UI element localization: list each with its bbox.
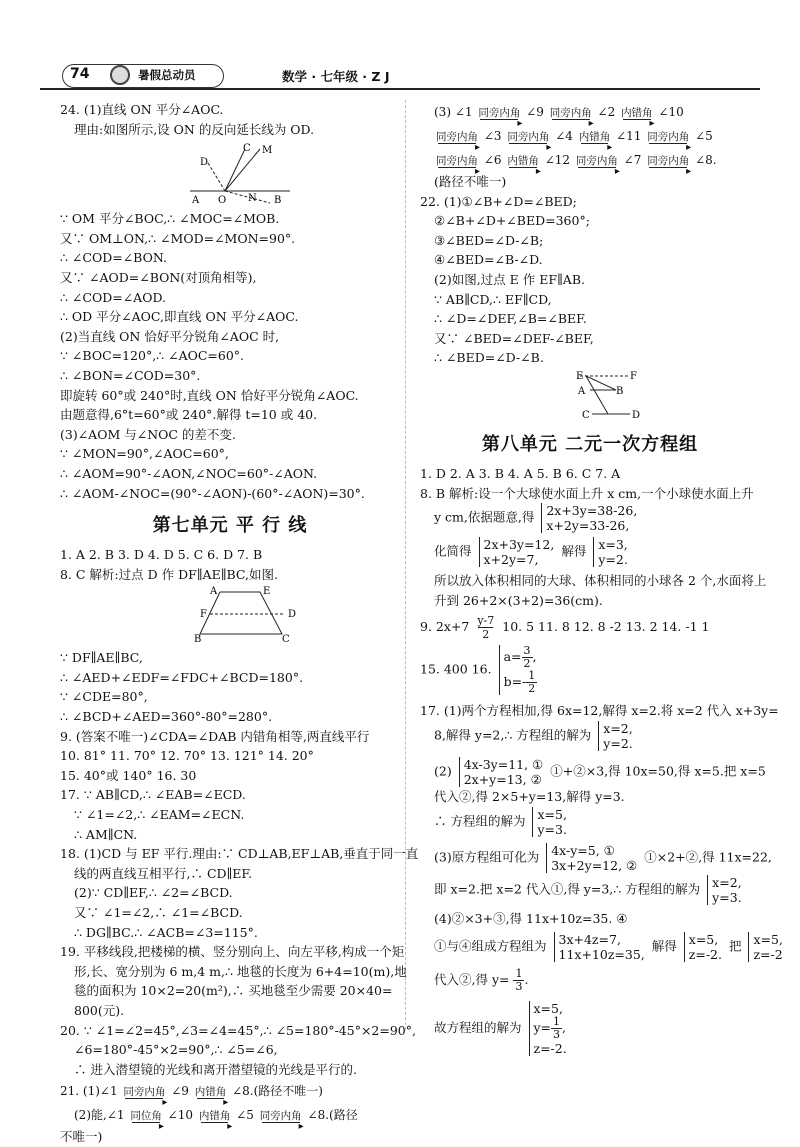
text-line: ②∠B+∠D+∠BED=360°; xyxy=(434,213,590,229)
equation: z=-2. xyxy=(533,1041,567,1057)
text-line: ∵ ∠1=∠2,∴ ∠EAM=∠ECN. xyxy=(74,807,245,823)
equation-system xyxy=(593,537,627,567)
text-line: 代入②,得 2×5+y=13,解得 y=3. xyxy=(434,788,625,804)
text-line: 24. (1)直线 ON 平分∠AOC. xyxy=(60,102,224,117)
column-divider xyxy=(405,100,406,1030)
unit-8-title: 第八单元 二元一次方程组 xyxy=(481,433,699,455)
fig-label: D xyxy=(288,609,297,621)
equation-line xyxy=(420,1001,760,1056)
equation-line xyxy=(420,537,760,567)
text-line: 800(元). xyxy=(74,1002,125,1018)
text-line: (3)∠AOM 与∠NOC 的差不变. xyxy=(60,426,236,442)
path-start: (3) ∠1 xyxy=(434,105,473,119)
equation: y=2. xyxy=(603,735,633,751)
path-arrow xyxy=(197,1110,233,1123)
text-line: (4)②×3+③,得 11x+10z=35. ④ xyxy=(434,910,628,926)
unit-7-title: 第七单元 平 行 线 xyxy=(152,515,308,537)
path-node: ∠9 xyxy=(526,105,544,119)
path-arrow xyxy=(548,107,594,120)
text-line: 线的两直线互相平行,∴ CD∥EF. xyxy=(74,865,253,881)
equation-line xyxy=(420,721,760,751)
text-line: ∴ ∠COD=∠AOD. xyxy=(60,289,167,305)
equation: 2x+3y=12, xyxy=(483,537,555,553)
equation: x+2y=33-26, xyxy=(546,518,630,534)
equation: z=-2 xyxy=(753,947,783,963)
arrow-label: 同旁内角 xyxy=(436,131,478,143)
equation-system xyxy=(554,932,645,962)
text-line: 18. (1)CD 与 EF 平行.理由:∵ CD⊥AB,EF⊥AB,垂直于同一直 xyxy=(60,846,419,862)
fig-label: A xyxy=(578,385,586,397)
equation: 4x-y=5, ① xyxy=(551,842,615,858)
fig-label: D xyxy=(632,409,641,421)
equation: 4x-3y=11, ① xyxy=(463,756,544,772)
text-line: ∴ OD 平分∠AOC,即直线 ON 平分∠AOC. xyxy=(60,309,299,325)
text-line: 即旋转 60°或 240°时,直线 ON 恰好平分锐角∠AOC. xyxy=(60,387,359,403)
fraction xyxy=(513,968,524,993)
text-span: 解得 xyxy=(651,938,677,954)
denominator: 2 xyxy=(528,682,536,696)
equation: y=2. xyxy=(598,552,628,568)
text-span: 代入②,得 y= xyxy=(434,972,510,988)
path-arrow xyxy=(128,1110,164,1123)
text-line: 形,长、宽分别为 6 m,4 m,∴ 地毯的长度为 6+4=10(m),地 xyxy=(74,963,407,979)
arrow-label: 同旁内角 xyxy=(575,155,618,167)
text-span: 故方程组的解为 xyxy=(434,1020,522,1036)
q21-path-3c xyxy=(420,148,760,172)
text-span: 解得 xyxy=(561,543,587,559)
text-line: 理由:如图所示,设 ON 的反向延长线为 OD. xyxy=(74,121,315,137)
text-span: y cm,依据题意,得 xyxy=(434,509,535,525)
text-line: 又∵ ∠BED=∠DEF-∠BEF, xyxy=(434,330,594,346)
arrow-label: 同旁内角 xyxy=(507,131,550,143)
text-line: ∠6=180°-45°×2=90°,∴ ∠5=∠6, xyxy=(74,1042,278,1058)
fig-label: N xyxy=(248,193,257,205)
fraction xyxy=(522,645,533,670)
header-rule xyxy=(40,88,760,90)
fig-label: A xyxy=(210,586,218,598)
equation-system: x=5, $y=\frac{1}{3}$, z=-2. xyxy=(529,1001,567,1056)
text-line: 22. (1)①∠B+∠D=∠BED; xyxy=(420,193,577,209)
text-line: 17. ∵ AB∥CD,∴ ∠EAB=∠ECD. xyxy=(60,787,246,803)
path-end: ∠8.(路径不唯一) xyxy=(232,1084,323,1099)
text-line: 又∵ OM⊥ON,∴ ∠MOD=∠MON=90°. xyxy=(60,230,296,246)
text-line: 8. B 解析:设一个大球使水面上升 x cm,一个小球使水面上升 xyxy=(420,485,754,501)
equation-system: $a=\frac{3}{2}$, $b=-\frac{1}{2}$ xyxy=(499,645,538,695)
text-line: 所以放入体积相同的大球、体积相同的小球各 2 个,水面将上 xyxy=(434,573,767,589)
equation: x=5, xyxy=(753,932,783,948)
path-end: ∠10 xyxy=(658,105,684,119)
q22-block xyxy=(420,192,760,422)
path-start: (2)能,∠1 xyxy=(74,1108,125,1123)
equation: x=2, xyxy=(712,874,742,890)
path-node: ∠11 xyxy=(616,129,642,143)
equation-system xyxy=(532,807,566,837)
q21-path-2 xyxy=(60,1103,400,1127)
arrow-label: 内错角 xyxy=(621,107,653,119)
arrow-label: 同旁内角 xyxy=(436,155,478,167)
path-arrow xyxy=(645,131,691,144)
path-arrow xyxy=(505,131,551,144)
arrow-label: 内错角 xyxy=(198,1110,231,1123)
path-arrow xyxy=(505,155,541,168)
path-node: ∠9 xyxy=(171,1084,189,1099)
text-line: ∴ DG∥BC.∴ ∠ACB=∠3=115°. xyxy=(74,924,258,940)
text-line: ∴ ∠AOM-∠NOC=(90°-∠AON)-(60°-∠AON)=30°. xyxy=(60,485,365,501)
book-brand: 暑假总动员 xyxy=(138,68,196,82)
text-line: ∴ ∠AED+∠EDF=∠FDC+∠BCD=180°. xyxy=(60,669,304,685)
path-arrow xyxy=(258,1110,304,1123)
equation-line xyxy=(420,807,760,837)
path-node: ∠4 xyxy=(555,129,573,143)
equation: y=3. xyxy=(712,889,742,905)
fig-label: B xyxy=(274,195,282,206)
figure-8 xyxy=(60,586,400,644)
denominator: 3 xyxy=(515,980,523,994)
text-line: 毯的面积为 10×2=20(m²),∴ 买地毯至少需要 20×40= xyxy=(74,983,393,999)
fig-label: E xyxy=(263,586,271,598)
text-line: ∴ AM∥CN. xyxy=(74,826,138,842)
equation: z=-2. xyxy=(688,947,722,963)
denominator: 3 xyxy=(553,1028,561,1042)
answer-line xyxy=(420,614,760,641)
path-end: ∠8. xyxy=(695,153,717,167)
text-span: 化简得 xyxy=(434,543,472,559)
arrow-label: 同旁内角 xyxy=(647,155,690,167)
path-end: ∠5 xyxy=(695,129,713,143)
text-line: 19. 平移线段,把楼梯的横、竖分别向上、向左平移,构成一个矩 xyxy=(60,944,405,960)
path-arrow xyxy=(193,1086,229,1099)
text-line: 15. 40°或 140° 16. 30 xyxy=(60,767,197,783)
fig-label: C xyxy=(282,634,290,645)
text-line: ∴ ∠AOM=90°-∠AON,∠NOC=60°-∠AON. xyxy=(60,465,318,481)
q24-block xyxy=(60,100,400,503)
text-line: 9. (答案不唯一)∠CDA=∠DAB 内错角相等,两直线平行 xyxy=(60,728,370,744)
text-line: ∵ ∠MON=90°,∠AOC=60°, xyxy=(60,446,229,462)
text-span: (3)原方程组可化为 xyxy=(434,849,540,864)
text-line: ∵ ∠CDE=80°, xyxy=(60,689,148,705)
path-arrow xyxy=(434,155,480,168)
fig-label: C xyxy=(582,409,590,421)
fig-label: B xyxy=(194,634,202,645)
text-line: (2)∵ CD∥EF,∴ ∠2=∠BCD. xyxy=(74,885,233,901)
equation: x+2y=7, xyxy=(483,552,539,568)
equation-line xyxy=(420,875,760,905)
figure-22 xyxy=(420,370,760,422)
equation-system xyxy=(546,843,637,873)
path-node: ∠10 xyxy=(167,1108,193,1123)
text-line: (2)如图,过点 E 作 EF∥AB. xyxy=(434,271,585,287)
arrow-label: 同位角 xyxy=(130,1110,162,1123)
path-arrow xyxy=(121,1086,167,1099)
q21-path-1 xyxy=(60,1079,400,1103)
fig-label: A xyxy=(192,195,200,206)
text-span: (2) xyxy=(434,763,452,779)
text-span: ①+②×3,得 10x=50,得 x=5.把 x=5 xyxy=(550,763,766,779)
numerator: 3 xyxy=(523,644,531,658)
path-arrow xyxy=(434,131,480,144)
equation-system xyxy=(479,537,555,567)
answer-line xyxy=(420,645,760,695)
equation: 3x+4z=7, xyxy=(558,932,621,948)
text-line: ∵ AB∥CD,∴ EF∥CD, xyxy=(434,291,552,307)
path-arrow xyxy=(645,155,691,168)
fig-label: O xyxy=(218,195,227,206)
text-line: 升到 26+2×(3+2)=36(cm). xyxy=(434,592,603,608)
text-line: ∵ OM 平分∠BOC,∴ ∠MOC=∠MOB. xyxy=(60,211,280,227)
arrow-label: 内错角 xyxy=(578,131,611,143)
equation: x=5, xyxy=(537,806,567,822)
equation-system xyxy=(598,721,632,751)
path-arrow xyxy=(574,155,620,168)
equation-system xyxy=(541,503,637,533)
text-line: ∴ ∠COD=∠BON. xyxy=(60,250,167,266)
equation: x=5, xyxy=(533,1001,563,1017)
text-span: 8,解得 y=2,∴ 方程组的解为 xyxy=(434,727,592,743)
unit-8-block xyxy=(420,464,783,1057)
fig-label: E xyxy=(576,370,584,382)
equation-system xyxy=(684,932,722,962)
denominator: 2 xyxy=(478,627,493,641)
equation: 11x+10z=35, xyxy=(558,947,645,963)
fraction xyxy=(526,670,537,695)
text-line: ∵ DF∥AE∥BC, xyxy=(60,650,143,666)
text-line: ∴ ∠BON=∠COD=30°. xyxy=(60,367,201,383)
fig-label: B xyxy=(616,385,624,397)
equation-system xyxy=(459,757,544,787)
fig-label: C xyxy=(243,143,251,155)
right-column xyxy=(420,100,783,1057)
figure-24 xyxy=(60,141,400,205)
text-line: ③∠BED=∠D-∠B; xyxy=(434,232,544,248)
equation: x=5, xyxy=(688,932,719,948)
text-line: 由题意得,6°t=60°或 240°.解得 t=10 或 40. xyxy=(60,407,318,423)
text-span: 把 xyxy=(728,938,742,954)
path-node: ∠2 xyxy=(597,105,616,119)
equation-line xyxy=(420,756,766,787)
arrow-label: 内错角 xyxy=(194,1086,227,1099)
text-span: ∴ 方程组的解为 xyxy=(434,813,526,828)
fraction xyxy=(477,614,494,641)
text-line: 又∵ ∠1=∠2,∴ ∠1=∠BCD. xyxy=(74,905,243,920)
equation: 3x+2y=12, ② xyxy=(551,857,638,873)
text-line: 17. (1)两个方程相加,得 6x=12,解得 x=2.将 x=2 代入 x+3y= xyxy=(420,703,779,719)
equation-line xyxy=(420,842,772,873)
equation: 2x+y=13, ② xyxy=(463,771,542,787)
equation: x=3, xyxy=(598,537,628,553)
equation: y= xyxy=(533,1020,552,1036)
path-node: ∠12 xyxy=(544,153,571,167)
q21-path-3a xyxy=(420,100,760,124)
text-line: ④∠BED=∠B-∠D. xyxy=(434,252,543,268)
text-line: ∴ ∠D=∠DEF,∠B=∠BEF. xyxy=(434,311,587,327)
page-number: 74 xyxy=(70,66,90,82)
equation-line: 代入②,得 $y= \frac{1}{3}$. xyxy=(434,967,529,994)
text-span: ①×2+②,得 11x=22, xyxy=(644,849,772,864)
equation-line xyxy=(420,932,783,963)
fig-label: F xyxy=(630,370,637,382)
text-line: ∵ ∠BOC=120°,∴ ∠AOC=60°. xyxy=(60,348,245,364)
equation-system xyxy=(748,932,782,962)
mascot-icon xyxy=(110,65,130,85)
text-line: 20. ∵ ∠1=∠2=45°,∠3=∠4=45°,∴ ∠5=180°-45°×2=90°, xyxy=(60,1022,416,1038)
equation: 2x+3y=38-26, xyxy=(546,503,638,519)
text-line: 10. 81° 11. 70° 12. 70° 13. 121° 14. 20° xyxy=(60,748,314,764)
equation: b=- xyxy=(503,674,527,690)
equation: a= xyxy=(503,649,522,665)
text-line: 8. C 解析:过点 D 作 DF∥AE∥BC,如图. xyxy=(60,566,278,582)
arrow-label: 内错角 xyxy=(507,155,539,167)
arrow-label: 同旁内角 xyxy=(549,107,592,119)
arrow-label: 同旁内角 xyxy=(123,1086,166,1099)
denominator: 2 xyxy=(523,657,531,671)
text-span: 9. 2x+7 xyxy=(420,619,470,635)
path-arrow xyxy=(577,131,613,144)
equation: y=3. xyxy=(537,821,567,837)
numerator: 1 xyxy=(515,967,523,981)
text-line: 又∵ ∠AOD=∠BON(对顶角相等), xyxy=(60,269,257,285)
path-start: 21. (1)∠1 xyxy=(60,1084,118,1099)
equation: x=2, xyxy=(603,720,633,736)
page-header xyxy=(40,58,760,92)
arrow-label: 同旁内角 xyxy=(647,131,690,143)
text-line: ∴ ∠BED=∠D-∠B. xyxy=(434,350,544,366)
fraction xyxy=(551,1016,562,1041)
text-line: (路径不唯一) xyxy=(434,174,507,189)
path-arrow xyxy=(476,107,522,120)
path-node: ∠3 xyxy=(483,129,502,143)
path-node: ∠6 xyxy=(483,153,502,167)
subject-label: 数学 · 七年级 · Z J xyxy=(282,69,390,84)
numerator: 1 xyxy=(528,669,536,683)
text-span: ①与④组成方程组为 xyxy=(434,938,547,954)
path-node: ∠5 xyxy=(236,1108,254,1123)
numerator: y-7 xyxy=(477,614,495,628)
text-line: ∴ ∠BCD+∠AED=360°-80°=280°. xyxy=(60,709,273,725)
fig-label: F xyxy=(200,609,207,621)
unit-7-block xyxy=(60,545,419,1147)
arrow-label: 同旁内角 xyxy=(259,1110,302,1123)
text-span: 15. 400 16. xyxy=(420,661,492,677)
fig-label: D xyxy=(200,157,209,169)
text-span: 即 x=2.把 x=2 代入①,得 y=3,∴ 方程组的解为 xyxy=(434,881,701,896)
equation-system xyxy=(707,875,741,905)
text-span: 10. 5 11. 8 12. 8 -2 13. 2 14. -1 1 xyxy=(502,619,710,635)
path-node: ∠7 xyxy=(623,153,642,167)
path-arrow xyxy=(619,107,655,120)
text-line: ∴ 进入潜望镜的光线和离开潜望镜的光线是平行的. xyxy=(74,1061,357,1077)
text-line: 1. D 2. A 3. B 4. A 5. B 6. C 7. A xyxy=(420,465,621,481)
fig-label: M xyxy=(262,145,273,157)
left-column xyxy=(60,100,419,1147)
text-line: 1. A 2. B 3. D 4. D 5. C 6. D 7. B xyxy=(60,547,263,563)
path-end: ∠8.(路径 xyxy=(307,1108,358,1123)
numerator: 1 xyxy=(553,1015,561,1029)
arrow-label: 同旁内角 xyxy=(478,107,521,119)
text-line: 不唯一) xyxy=(60,1129,103,1145)
text-line: (2)当直线 ON 恰好平分锐角∠AOC 时, xyxy=(60,328,280,344)
equation-line xyxy=(420,503,760,533)
